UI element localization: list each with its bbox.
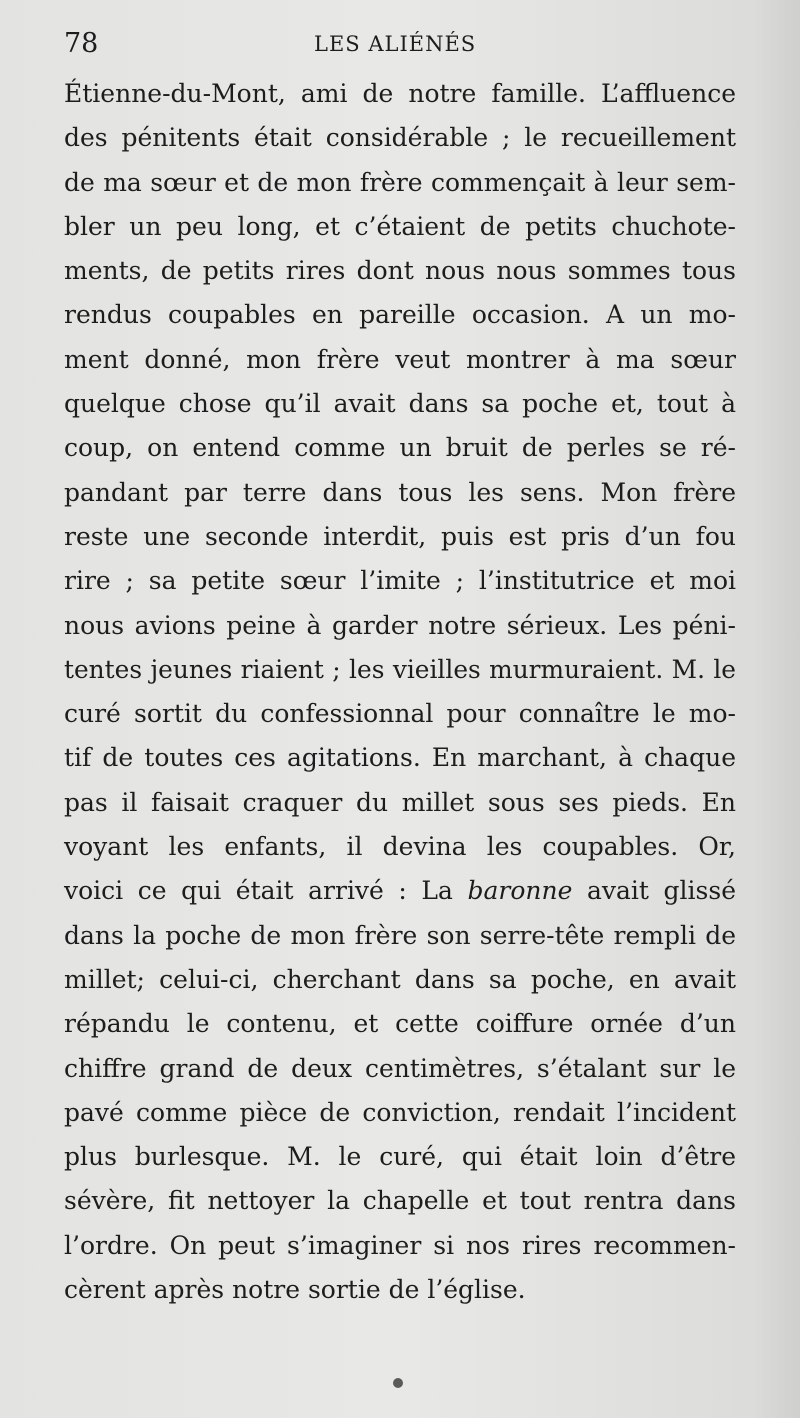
text-line: nous avions peine à garder notre sérieux. Les péni- <box>64 610 736 640</box>
text-line: tif de toutes ces agitations. En marchant, à chaque <box>64 743 736 773</box>
text-line: millet; celui-ci, cherchant dans sa poche, en avait <box>64 964 736 994</box>
text-line: pavé comme pièce de conviction, rendait l’incident <box>64 1097 736 1127</box>
running-title: LES ALIÉNÉS <box>314 32 477 56</box>
text-line: pandant par terre dans tous les sens. Mon frère <box>64 477 736 507</box>
text-line: chiffre grand de deux centimètres, s’étalant sur le <box>64 1053 736 1083</box>
text-line: curé sortit du confessionnal pour connaître le mo- <box>64 699 736 729</box>
page-number: 78 <box>64 28 99 59</box>
text-line: sévère, fit nettoyer la chapelle et tout rentra dans <box>64 1186 736 1216</box>
text-line-with-italic <box>64 869 736 913</box>
text-line: plus burlesque. M. le curé, qui était loin d’être <box>64 1142 736 1172</box>
text-line: rendus coupables en pareille occasion. A un mo- <box>64 300 736 330</box>
text-line: reste une seconde interdit, puis est pris d’un fou <box>64 521 736 551</box>
text-line: rire ; sa petite sœur l’imite ; l’institutrice et moi <box>64 566 736 596</box>
text-line: quelque chose qu’il avait dans sa poche et, tout à <box>64 389 736 419</box>
text-line: Étienne-du-Mont, ami de notre famille. L’affluence <box>64 79 736 108</box>
text-line: ments, de petits rires dont nous nous sommes tous <box>64 256 736 286</box>
text-line: tentes jeunes riaient ; les vieilles murmuraient. M. le <box>64 654 736 684</box>
text-line: pas il faisait craquer du millet sous ses pieds. En <box>64 787 736 817</box>
line-segment: voici ce qui était arrivé : La <box>64 876 468 906</box>
text-line: bler un peu long, et c’étaient de petits chuchote- <box>64 211 736 241</box>
text-line: cèrent après notre sortie de l’église. <box>64 1275 526 1305</box>
italic-word: baronne <box>467 876 573 906</box>
text-line: voyant les enfants, il devina les coupables. Or, <box>64 832 736 862</box>
body-text <box>64 72 736 1312</box>
text-line: coup, on entend comme un bruit de perles se ré- <box>64 433 736 463</box>
text-line: dans la poche de mon frère son serre-tête rempli de <box>64 920 736 950</box>
text-line: de ma sœur et de mon frère commençait à leur sem- <box>64 167 736 197</box>
text-line: ment donné, mon frère veut montrer à ma sœur <box>64 344 736 374</box>
text-line: l’ordre. On peut s’imaginer si nos rires recommen- <box>64 1230 736 1260</box>
ink-dot-ornament <box>393 1378 403 1388</box>
text-line: répandu le contenu, et cette coiffure ornée d’un <box>64 1009 736 1039</box>
text-line: des pénitents était considérable ; le recueillement <box>64 123 736 153</box>
running-head <box>64 28 736 68</box>
line-segment: avait glissé <box>572 876 736 906</box>
